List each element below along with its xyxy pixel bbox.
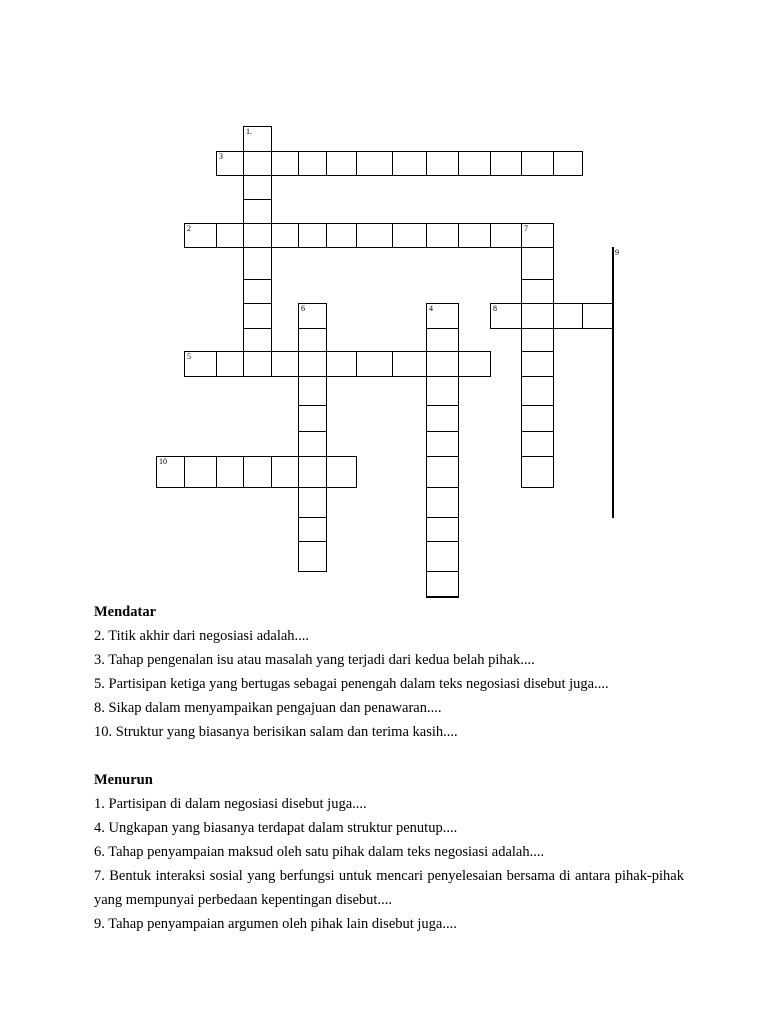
grid-cell[interactable] xyxy=(582,303,613,329)
grid-cell[interactable] xyxy=(392,151,427,176)
grid-cell[interactable] xyxy=(612,487,614,518)
section-spacer xyxy=(94,744,684,768)
grid-cell[interactable] xyxy=(553,303,583,329)
grid-cell[interactable] xyxy=(392,223,427,248)
down-clue-7: 7. Bentuk interaksi sosial yang berfungsi untuk mencari penyelesaian bersama di antara pihak-pihak yang mempunyai perbedaan kepentingan disebut.... xyxy=(94,868,684,908)
across-clue-5: 5. Partisipan ketiga yang bertugas sebagai penengah dalam teks negosiasi disebut juga.... xyxy=(94,676,609,692)
grid-cell[interactable] xyxy=(521,351,554,377)
grid-cell[interactable] xyxy=(216,151,244,176)
grid-cell[interactable] xyxy=(298,456,327,488)
grid-cell[interactable] xyxy=(426,456,459,488)
grid-cell[interactable] xyxy=(298,517,327,542)
grid-cell[interactable] xyxy=(426,596,459,598)
grid-cell[interactable] xyxy=(426,487,459,518)
grid-cell[interactable] xyxy=(298,376,327,406)
grid-cell[interactable] xyxy=(612,405,614,432)
grid-cell[interactable] xyxy=(521,223,554,248)
across-clue-10: 10. Struktur yang biasanya berisikan salam dan terima kasih.... xyxy=(94,724,458,740)
grid-cell[interactable] xyxy=(243,151,272,176)
across-heading: Mendatar xyxy=(94,604,157,620)
grid-cell[interactable] xyxy=(243,223,272,248)
grid-cell[interactable] xyxy=(426,151,459,176)
grid-cell[interactable] xyxy=(458,151,491,176)
grid-cell[interactable] xyxy=(298,351,327,377)
clue-number: 2 xyxy=(187,224,191,233)
grid-cell[interactable] xyxy=(521,405,554,432)
clue-number: 6 xyxy=(301,304,305,313)
clue-number: 4 xyxy=(429,304,433,313)
grid-cell[interactable] xyxy=(271,151,299,176)
grid-cell[interactable] xyxy=(356,223,393,248)
down-clue-4: 4. Ungkapan yang biasanya terdapat dalam struktur penutup.... xyxy=(94,820,458,836)
grid-cell[interactable] xyxy=(298,303,327,329)
grid-cell[interactable] xyxy=(426,431,459,457)
grid-cell[interactable] xyxy=(326,151,357,176)
grid-cell[interactable] xyxy=(426,223,459,248)
grid-cell[interactable] xyxy=(184,456,217,488)
grid-cell[interactable] xyxy=(426,351,459,377)
grid-cell[interactable] xyxy=(612,456,614,488)
clue-number: 3 xyxy=(219,152,223,161)
grid-cell[interactable] xyxy=(184,223,217,248)
grid-cell[interactable] xyxy=(426,376,459,406)
grid-cell[interactable] xyxy=(298,431,327,457)
grid-cell[interactable] xyxy=(184,351,217,377)
grid-cell[interactable] xyxy=(298,405,327,432)
grid-cell[interactable] xyxy=(271,456,299,488)
grid-cell[interactable] xyxy=(553,151,583,176)
clues-section xyxy=(94,600,684,936)
grid-cell[interactable] xyxy=(356,351,393,377)
grid-cell[interactable] xyxy=(521,151,554,176)
grid-cell[interactable] xyxy=(243,303,272,329)
clue-number: 8 xyxy=(493,304,497,313)
grid-cell[interactable] xyxy=(216,351,244,377)
grid-cell[interactable] xyxy=(356,151,393,176)
grid-cell[interactable] xyxy=(326,223,357,248)
grid-cell[interactable] xyxy=(521,456,554,488)
grid-cell[interactable] xyxy=(612,376,614,406)
grid-cell[interactable] xyxy=(392,351,427,377)
grid-cell[interactable] xyxy=(490,223,522,248)
grid-cell[interactable] xyxy=(298,151,327,176)
grid-cell[interactable] xyxy=(426,405,459,432)
grid-cell[interactable] xyxy=(298,487,327,518)
grid-cell[interactable] xyxy=(243,328,272,352)
grid-cell[interactable] xyxy=(490,151,522,176)
down-clue-6: 6. Tahap penyampaian maksud oleh satu pihak dalam teks negosiasi adalah.... xyxy=(94,844,545,860)
grid-cell[interactable] xyxy=(243,175,272,200)
across-clue-2: 2. Titik akhir dari negosiasi adalah.... xyxy=(94,628,310,644)
grid-cell[interactable] xyxy=(426,328,459,352)
across-clue-8: 8. Sikap dalam menyampaikan pengajuan dan penawaran.... xyxy=(94,700,442,716)
grid-cell[interactable] xyxy=(426,517,459,542)
grid-cell[interactable] xyxy=(521,303,554,329)
grid-cell[interactable] xyxy=(243,279,272,304)
grid-cell[interactable] xyxy=(298,223,327,248)
grid-cell[interactable] xyxy=(298,328,327,352)
clue-number: 10 xyxy=(159,457,167,466)
down-clue-1: 1. Partisipan di dalam negosiasi disebut juga.... xyxy=(94,796,367,812)
grid-cell[interactable] xyxy=(156,456,185,488)
grid-cell[interactable] xyxy=(426,541,459,572)
grid-cell[interactable] xyxy=(271,351,299,377)
grid-cell[interactable] xyxy=(243,126,272,152)
clue-number: 9 xyxy=(615,248,619,257)
grid-cell[interactable] xyxy=(298,541,327,572)
grid-cell[interactable] xyxy=(326,456,357,488)
grid-cell[interactable] xyxy=(521,328,554,352)
grid-cell[interactable] xyxy=(612,247,619,280)
grid-cell[interactable] xyxy=(490,303,522,329)
grid-cell[interactable] xyxy=(243,456,272,488)
clue-number: 1. xyxy=(246,127,252,136)
grid-cell[interactable] xyxy=(326,351,357,377)
down-heading: Menurun xyxy=(94,772,153,788)
grid-cell[interactable] xyxy=(426,571,459,597)
grid-cell[interactable] xyxy=(612,431,614,457)
clue-number: 7 xyxy=(524,224,528,233)
clue-number: 5 xyxy=(187,352,191,361)
down-clue-9: 9. Tahap penyampaian argumen oleh pihak lain disebut juga.... xyxy=(94,916,457,932)
grid-cell[interactable] xyxy=(216,456,244,488)
grid-cell[interactable] xyxy=(458,351,491,377)
grid-cell[interactable] xyxy=(612,279,614,304)
grid-cell[interactable] xyxy=(243,247,272,280)
grid-cell[interactable] xyxy=(271,223,299,248)
grid-cell[interactable] xyxy=(426,303,459,329)
grid-cell[interactable] xyxy=(521,279,554,304)
grid-cell[interactable] xyxy=(612,351,614,377)
grid-cell[interactable] xyxy=(458,223,491,248)
across-clue-3: 3. Tahap pengenalan isu atau masalah yang terjadi dari kedua belah pihak.... xyxy=(94,652,535,668)
grid-cell[interactable] xyxy=(521,247,554,280)
grid-cell[interactable] xyxy=(243,351,272,377)
grid-cell[interactable] xyxy=(243,199,272,224)
grid-cell[interactable] xyxy=(612,328,614,352)
grid-cell[interactable] xyxy=(521,376,554,406)
grid-cell[interactable] xyxy=(521,431,554,457)
grid-cell[interactable] xyxy=(216,223,244,248)
